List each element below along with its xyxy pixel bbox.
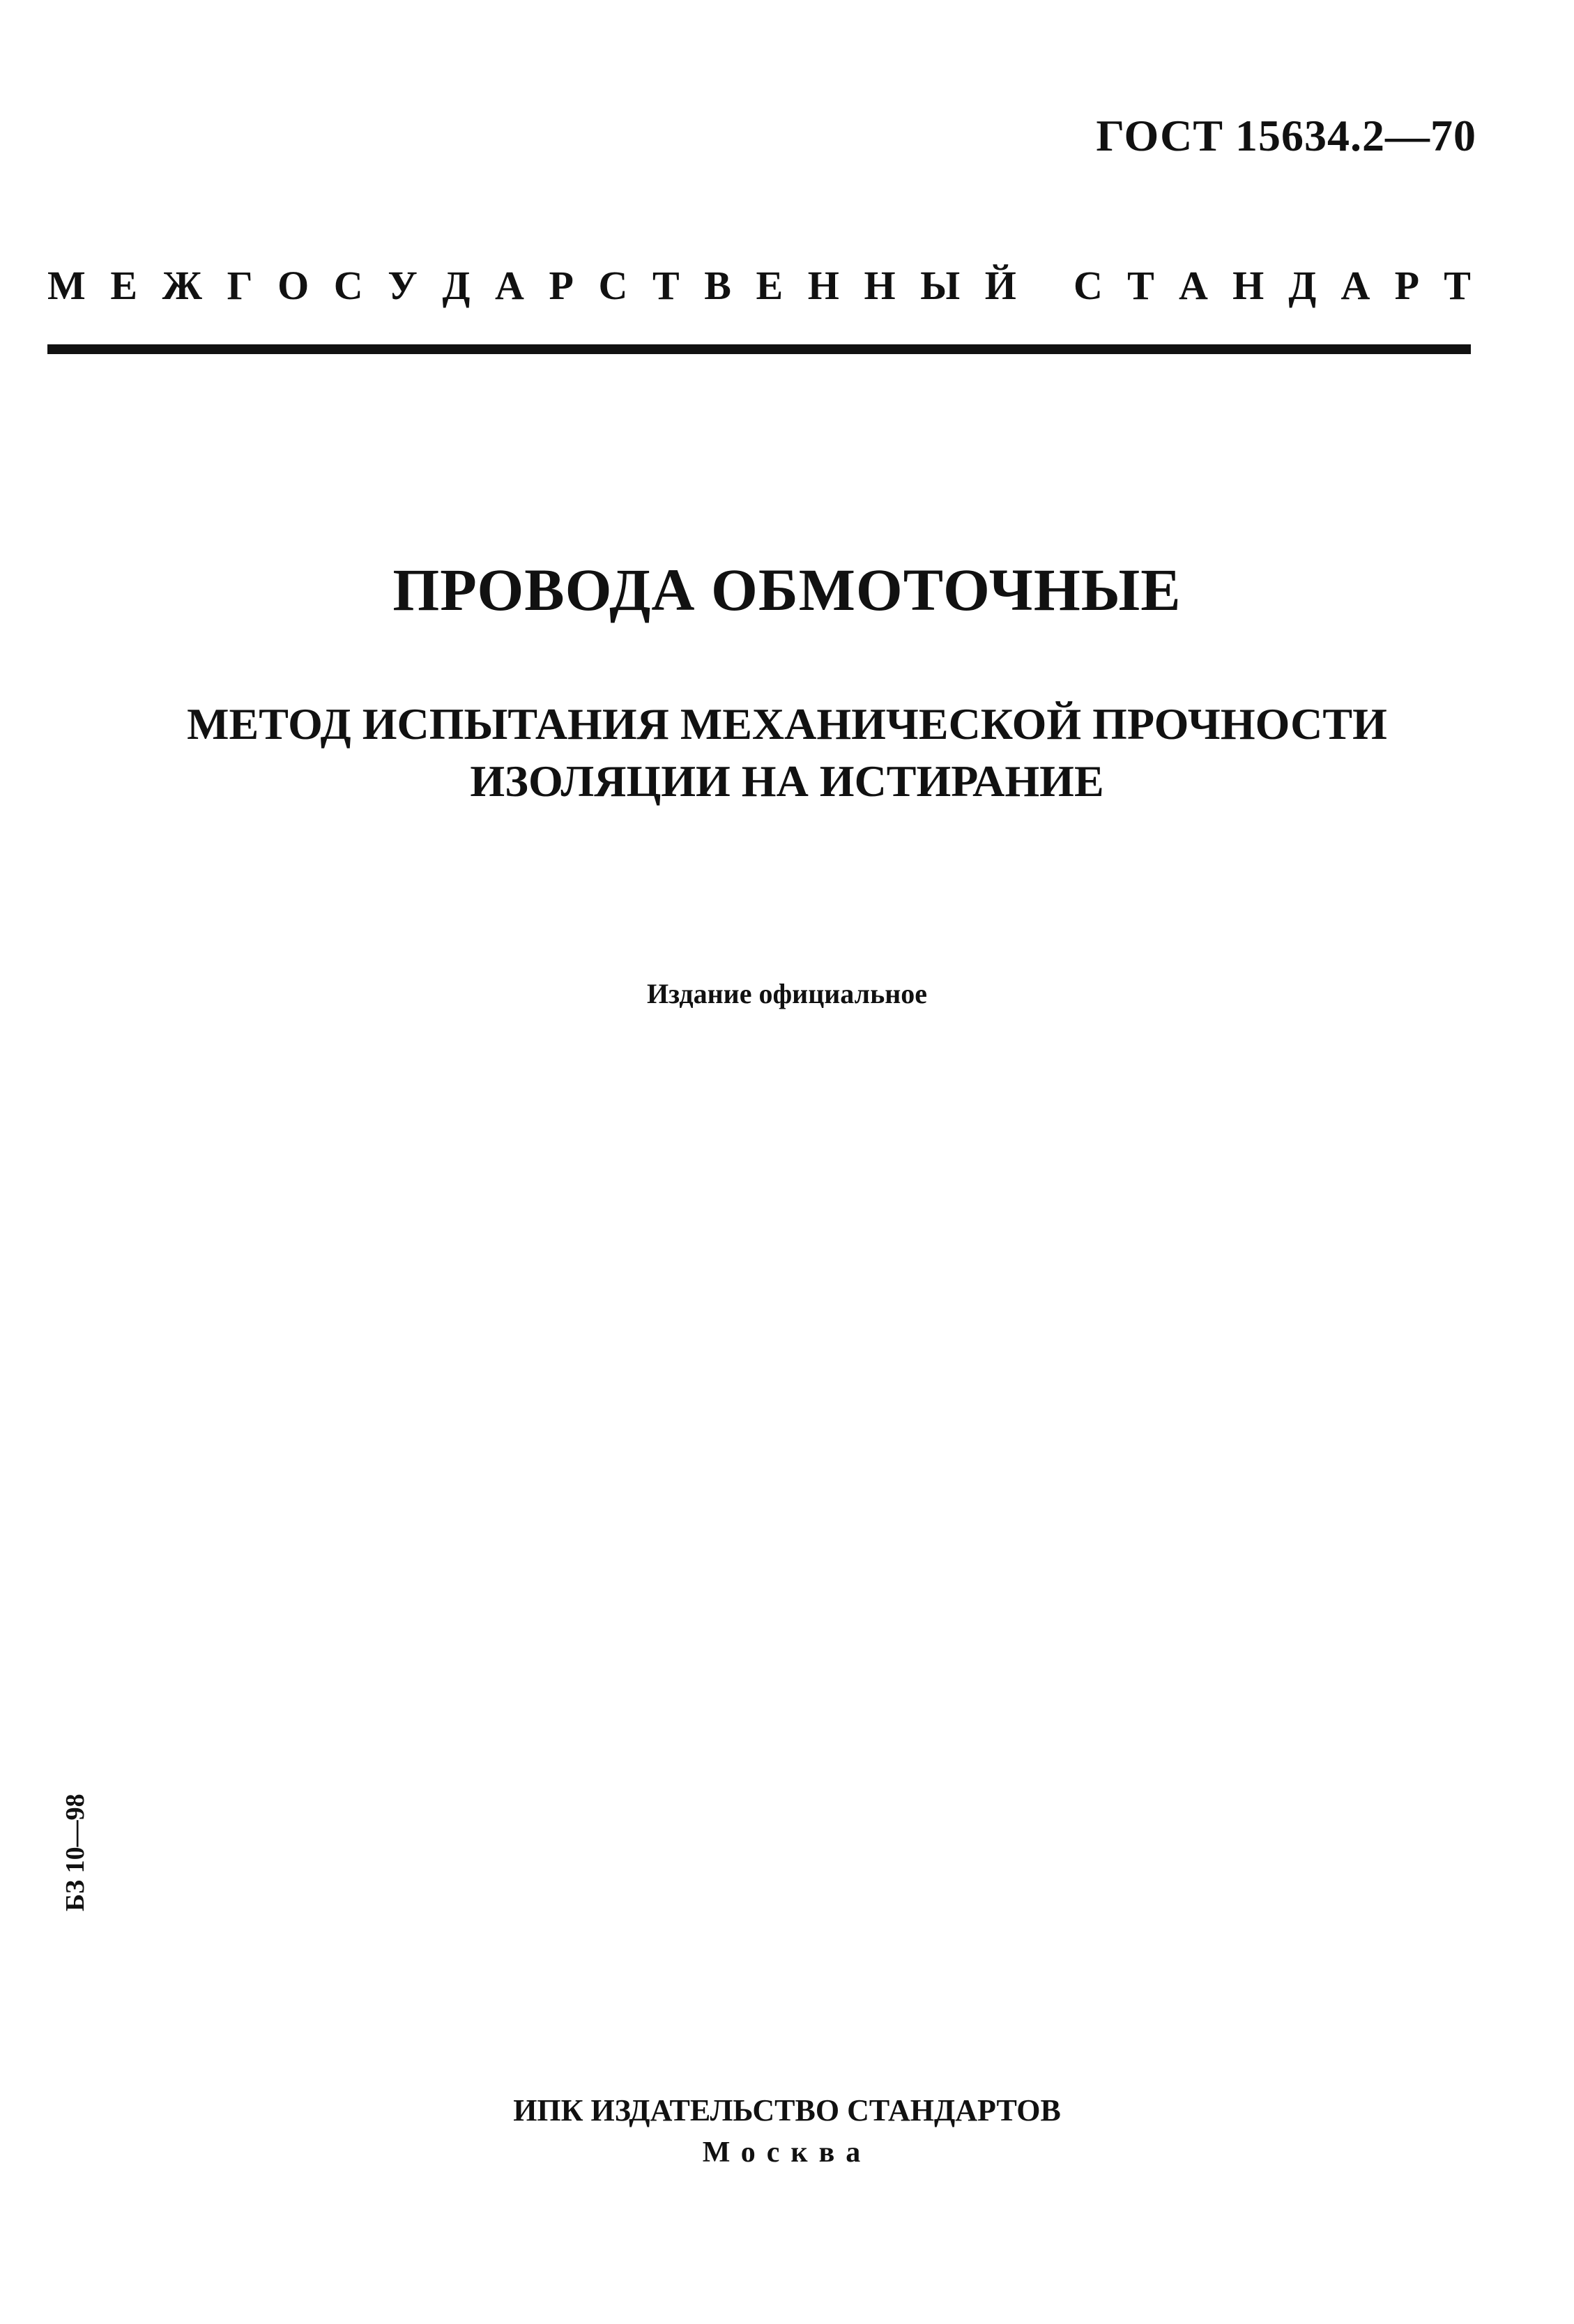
side-code: БЗ 10—98 xyxy=(61,1794,90,1911)
heading-letter: В xyxy=(704,263,731,308)
heading-letter: Н xyxy=(864,263,896,308)
heading-letter: У xyxy=(388,263,418,308)
standard-type-heading xyxy=(47,262,1471,309)
heading-letter: Т xyxy=(1444,263,1471,308)
heading-letter: Е xyxy=(756,263,784,308)
heading-letter: Д xyxy=(1288,263,1317,308)
subtitle-line-1: МЕТОД ИСПЫТАНИЯ МЕХАНИЧЕСКОЙ ПРОЧНОСТИ xyxy=(187,699,1387,749)
header-rule xyxy=(47,344,1471,354)
document-code: ГОСТ 15634.2—70 xyxy=(1096,111,1476,160)
heading-letter: С xyxy=(1073,263,1103,308)
heading-letter: Д xyxy=(442,263,471,308)
publisher-city: Москва xyxy=(702,2136,872,2169)
heading-letter: С xyxy=(598,263,628,308)
subtitle-line-2: ИЗОЛЯЦИИ НА ИСТИРАНИЕ xyxy=(470,756,1104,806)
heading-letter: С xyxy=(333,263,363,308)
heading-letter: О xyxy=(277,263,310,308)
heading-letter: Ы xyxy=(920,263,961,308)
edition-label: Издание официальное xyxy=(646,978,928,1009)
heading-letter: Р xyxy=(549,263,574,308)
heading-letter: А xyxy=(1178,263,1208,308)
standard-type-word-1 xyxy=(47,262,1016,309)
heading-letter: М xyxy=(47,263,86,308)
document-title: ПРОВОДА ОБМОТОЧНЫЕ xyxy=(392,556,1182,623)
heading-letter: Т xyxy=(1127,263,1154,308)
heading-letter: Е xyxy=(110,263,138,308)
heading-letter: А xyxy=(1340,263,1370,308)
standard-type-word-2 xyxy=(1073,262,1471,309)
document-subtitle xyxy=(0,696,1574,810)
publisher-name: ИПК ИЗДАТЕЛЬСТВО СТАНДАРТОВ xyxy=(513,2093,1061,2127)
heading-letter: Н xyxy=(807,263,839,308)
heading-letter: Т xyxy=(652,263,680,308)
heading-letter: Н xyxy=(1232,263,1264,308)
heading-letter: Й xyxy=(984,263,1016,308)
heading-letter: Ж xyxy=(162,263,202,308)
heading-letter: Р xyxy=(1394,263,1420,308)
heading-letter: А xyxy=(494,263,524,308)
heading-letter: Г xyxy=(227,263,253,308)
